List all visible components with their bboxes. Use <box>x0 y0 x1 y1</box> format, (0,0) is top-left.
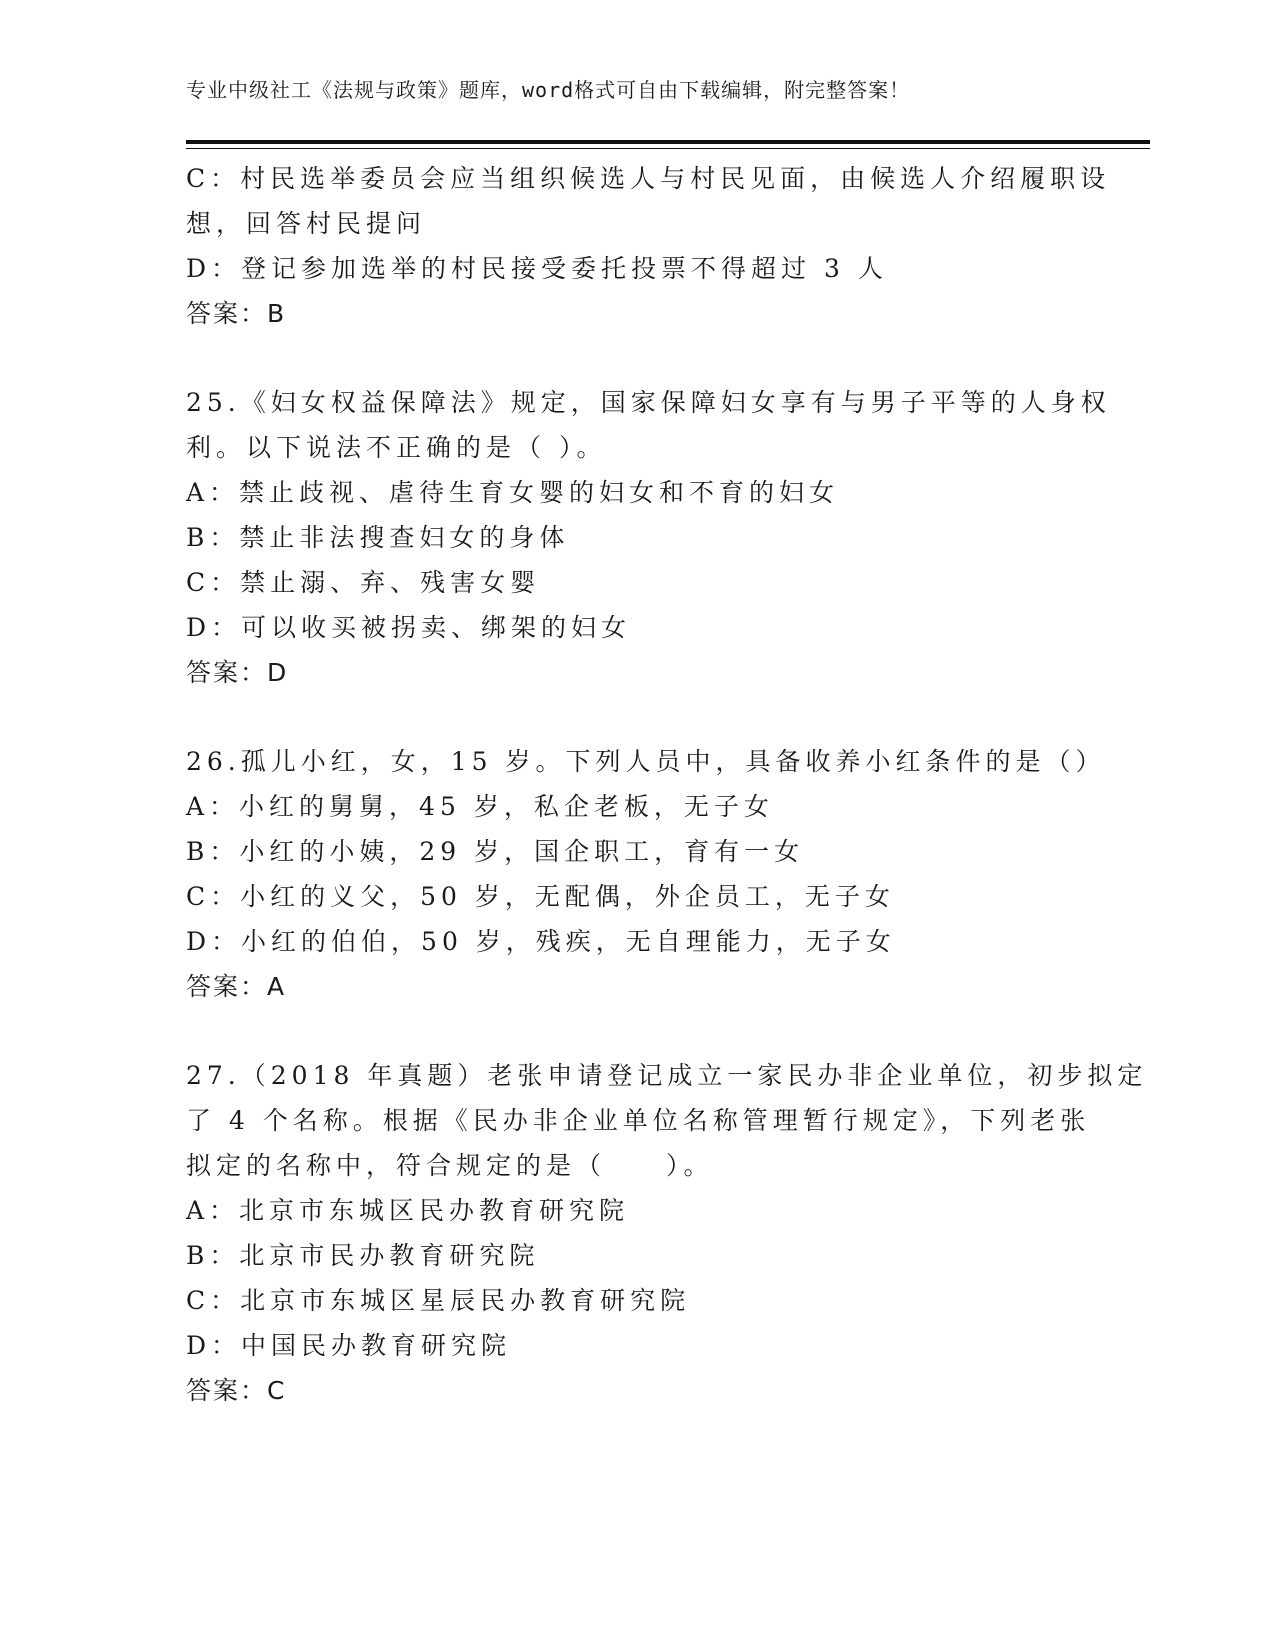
option-b: B：小红的小姨，29 岁，国企职工，育有一女 <box>186 837 805 866</box>
option-c: C：北京市东城区星辰民办教育研究院 <box>186 1286 691 1315</box>
option-d: D：小红的伯伯，50 岁，残疾，无自理能力，无子女 <box>186 927 896 956</box>
question-stem-line-1: 27.（2018 年真题）老张申请登记成立一家民办非企业单位，初步拟定 <box>186 1061 1148 1090</box>
question-25 <box>186 380 1111 695</box>
answer: 答案：A <box>186 972 287 1001</box>
option-c: C：禁止溺、弃、残害女婴 <box>186 568 541 597</box>
option-c: C：小红的义父，50 岁，无配偶，外企员工，无子女 <box>186 882 895 911</box>
option-b: B：禁止非法搜查妇女的身体 <box>186 523 570 552</box>
question-stem-line-2: 了 4 个名称。根据《民办非企业单位名称管理暂行规定》，下列老张 <box>186 1106 1091 1135</box>
page-header: 专业中级社工《法规与政策》题库，word格式可自由下载编辑，附完整答案！ <box>186 78 911 102</box>
question-24-continued <box>186 156 1111 336</box>
question-26 <box>186 739 1106 1009</box>
option-a: A：禁止歧视、虐待生育女婴的妇女和不育的妇女 <box>186 478 840 507</box>
spacer <box>186 695 1086 739</box>
option-c-line-2: 想，回答村民提问 <box>186 209 427 238</box>
question-stem-line-1: 25.《妇女权益保障法》规定，国家保障妇女享有与男子平等的人身权 <box>186 388 1111 417</box>
spacer <box>186 1009 1086 1053</box>
answer: 答案：D <box>186 658 289 687</box>
option-c-line-1: C：村民选举委员会应当组织候选人与村民见面，由候选人介绍履职设 <box>186 164 1111 193</box>
option-d: D：登记参加选举的村民接受委托投票不得超过 3 人 <box>186 254 888 283</box>
question-stem: 26.孤儿小红，女，15 岁。下列人员中，具备收养小红条件的是（） <box>186 747 1106 776</box>
option-a: A：北京市东城区民办教育研究院 <box>186 1196 630 1225</box>
answer: 答案：C <box>186 1376 287 1405</box>
spacer <box>186 336 1086 380</box>
question-stem-line-2: 利。以下说法不正确的是（ ）。 <box>186 433 607 462</box>
question-stem-line-3: 拟定的名称中，符合规定的是（ ）。 <box>186 1151 714 1180</box>
header-rule-thin <box>186 148 1150 149</box>
header-rule-thick <box>186 140 1150 144</box>
option-d: D：中国民办教育研究院 <box>186 1331 512 1360</box>
answer: 答案：B <box>186 299 287 328</box>
option-a: A：小红的舅舅，45 岁，私企老板，无子女 <box>186 792 774 821</box>
question-content <box>186 156 1148 1413</box>
option-d: D：可以收买被拐卖、绑架的妇女 <box>186 613 632 642</box>
option-b: B：北京市民办教育研究院 <box>186 1241 540 1270</box>
question-27 <box>186 1053 1148 1413</box>
